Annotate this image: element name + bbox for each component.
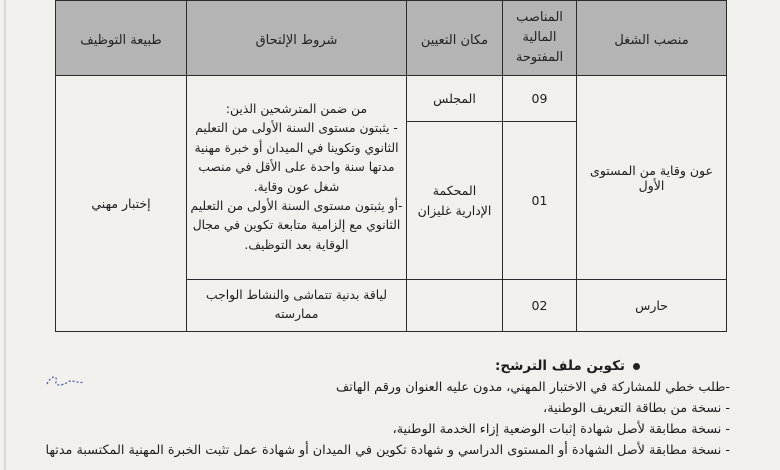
cell-position-guard: حارس [577,280,727,332]
cell-count-council: 09 [503,76,577,122]
pen-mark-icon [44,370,88,392]
header-location: مكان التعيين [407,1,503,76]
page-edge [4,0,6,470]
cell-location-guard [407,280,503,332]
list-item: - نسخة من بطاقة التعريف الوطنية، [543,401,730,416]
list-item: -طلب خطي للمشاركة في الاختبار المهني، مدون عليه العنوان ورقم الهاتف [336,380,730,395]
cell-position-prevention-agent: عون وقاية من المستوى الأول [577,76,727,280]
cell-location-council: المجلس [407,76,503,122]
table-row [56,76,727,122]
list-item: - نسخة مطابقة لأصل الشهادة أو المستوى الدراسي و شهادة تكوين في الميدان أو شهادة عمل تثبت الخبرة المهنية المكتسبة مدتها [45,443,730,458]
cell-conditions-prevention-agent [187,76,407,280]
list-item: - نسخة مطابقة لأصل شهادة إثبات الوضعية إزاء الخدمة الوطنية، [392,422,730,437]
cell-conditions-guard: لياقة بدنية تتماشى والنشاط الواجب ممارسته [187,280,407,332]
header-position: منصب الشغل [577,1,727,76]
dossier-list [40,377,730,461]
positions-table [55,0,727,332]
conditions-option-1: - يثبتون مستوى السنة الأولى من التعليم الثانوي وتكوينا في الميدان أو خبرة مهنية مدتها سنة واحدة على الأقل في منصب شغل عون وقاية. [194,121,399,194]
cell-recruitment-type: إختبار مهني [56,76,187,332]
cell-count-court: 01 [503,122,577,280]
conditions-option-2: -أو يثبتون مستوى السنة الأولى من التعليم الثانوي مع إلزامية متابعة تكوين في مجال الوقاية بعد التوظيف. [190,198,403,252]
bullet-icon [633,363,640,370]
header-conditions: شروط الإلتحاق [187,1,407,76]
dossier-title [40,356,640,377]
header-open-positions: المناصب المالية المفتوحة [503,1,577,76]
header-recruitment-type: طبيعة التوظيف [56,1,187,76]
conditions-intro: من ضمن المترشحين الذين: [225,101,368,116]
dossier-section [40,356,730,461]
table-header-row [56,1,727,76]
dossier-title-text: تكوين ملف الترشح: [495,358,625,374]
cell-location-court: المحكمة الإدارية غليزان [407,122,503,280]
cell-count-guard: 02 [503,280,577,332]
